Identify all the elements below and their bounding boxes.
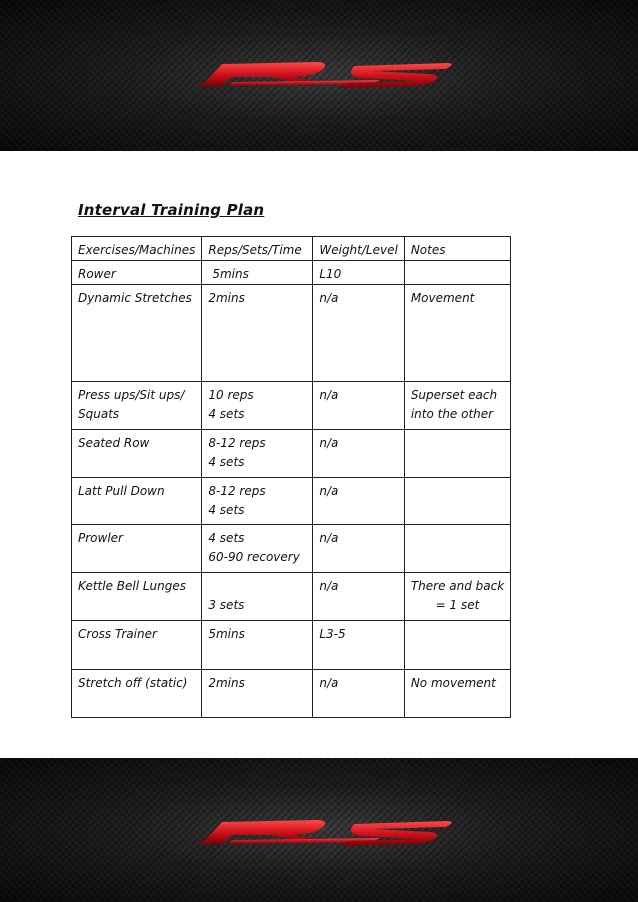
table-row — [72, 285, 511, 382]
header-notes: Notes — [404, 237, 510, 261]
reps-cell: 10 reps 4 sets — [202, 382, 313, 430]
reps-cell: 4 sets 60-90 recovery — [202, 525, 313, 573]
weight-cell: n/a — [313, 670, 404, 718]
reps-cell: 8-12 reps 4 sets — [202, 478, 313, 525]
reps-cell: 8-12 reps 4 sets — [202, 430, 313, 478]
weight-cell: L10 — [313, 261, 404, 285]
notes-cell: Movement — [404, 285, 510, 382]
footer-banner — [0, 758, 638, 902]
weight-cell: n/a — [313, 285, 404, 382]
weight-cell: L3-5 — [313, 621, 404, 670]
notes-cell: No movement — [404, 670, 510, 718]
weight-cell: n/a — [313, 478, 404, 525]
notes-cell — [404, 621, 510, 670]
reps-cell: 2mins — [202, 670, 313, 718]
notes-cell — [404, 430, 510, 478]
table-row — [72, 478, 511, 525]
table-row — [72, 573, 511, 621]
table-row — [72, 621, 511, 670]
exercise-cell: Prowler — [72, 525, 202, 573]
header-reps: Reps/Sets/Time — [202, 237, 313, 261]
rs-logo — [0, 758, 638, 902]
rs-logo — [0, 0, 638, 151]
table-row — [72, 261, 511, 285]
header-exercise: Exercises/Machines — [72, 237, 202, 261]
reps-cell: 3 sets — [202, 573, 313, 621]
header-banner — [0, 0, 638, 151]
notes-cell — [404, 478, 510, 525]
reps-cell: 5mins — [202, 621, 313, 670]
table-row — [72, 382, 511, 430]
weight-cell: n/a — [313, 382, 404, 430]
notes-cell: There and back = 1 set — [404, 573, 510, 621]
exercise-cell: Seated Row — [72, 430, 202, 478]
exercise-cell: Latt Pull Down — [72, 478, 202, 525]
table-header-row — [72, 237, 511, 261]
exercise-cell: Kettle Bell Lunges — [72, 573, 202, 621]
weight-cell: n/a — [313, 525, 404, 573]
weight-cell: n/a — [313, 573, 404, 621]
exercise-cell: Rower — [72, 261, 202, 285]
notes-cell — [404, 525, 510, 573]
header-weight: Weight/Level — [313, 237, 404, 261]
exercise-cell: Stretch off (static) — [72, 670, 202, 718]
document-title: Interval Training Plan — [78, 201, 265, 219]
weight-cell: n/a — [313, 430, 404, 478]
exercise-cell: Dynamic Stretches — [72, 285, 202, 382]
table-row — [72, 525, 511, 573]
reps-cell: 2mins — [202, 285, 313, 382]
exercise-cell: Cross Trainer — [72, 621, 202, 670]
notes-cell — [404, 261, 510, 285]
table-row — [72, 670, 511, 718]
table-row — [72, 430, 511, 478]
training-plan-table — [71, 236, 511, 718]
reps-cell: 5mins — [202, 261, 313, 285]
exercise-cell: Press ups/Sit ups/ Squats — [72, 382, 202, 430]
notes-cell: Superset each into the other — [404, 382, 510, 430]
